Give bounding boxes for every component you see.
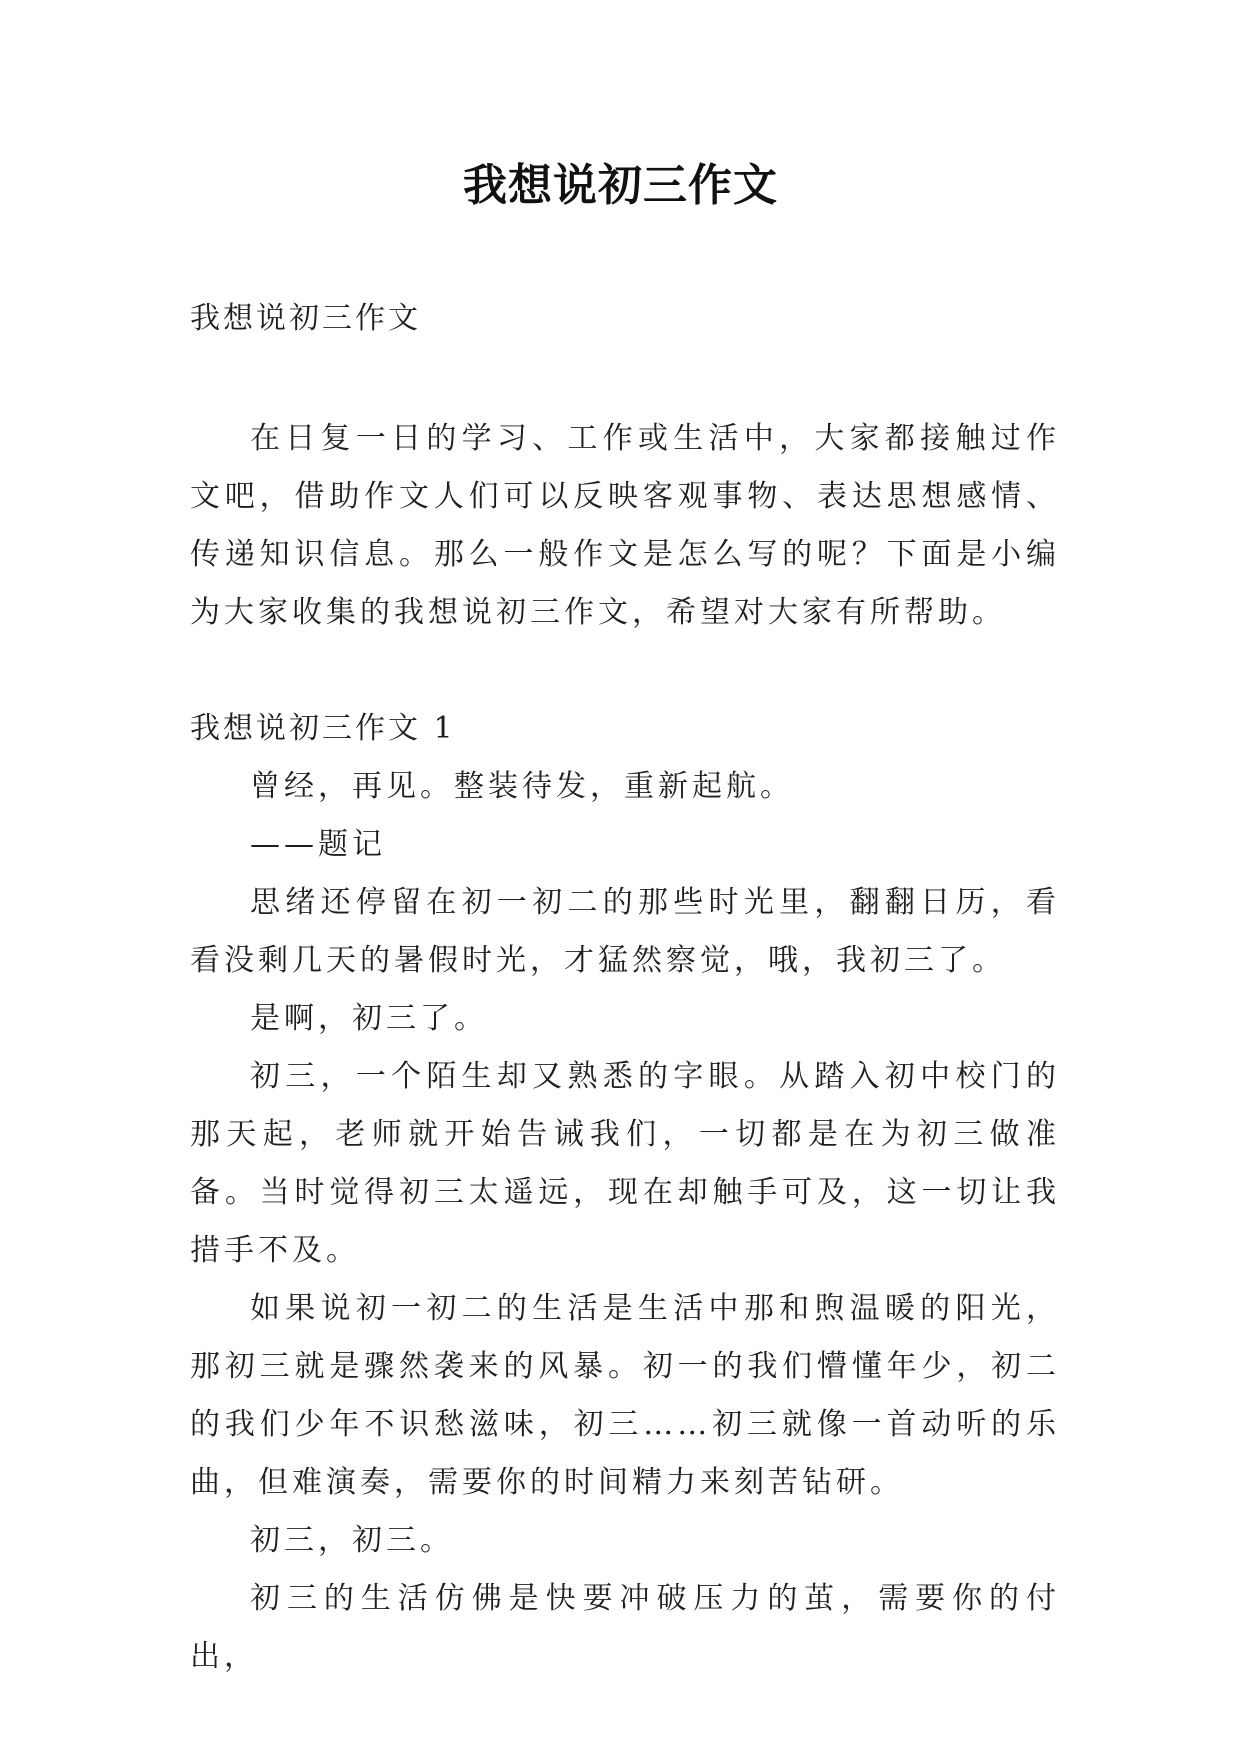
- spacer: [190, 348, 1060, 410]
- document-body: [190, 290, 1060, 1686]
- body-paragraph: 曾经，再见。整装待发，重新起航。: [250, 769, 794, 804]
- body-paragraph: 初三，初三。: [250, 1523, 454, 1558]
- body-paragraph: 初三的生活仿佛是快要冲破压力的茧，需要你的付出，: [190, 1581, 1060, 1674]
- body-paragraph: 初三，一个陌生却又熟悉的字眼。从踏入初中校门的那天起，老师就开始告诫我们，一切都是在为初三做准备。当时觉得初三太遥远，现在却触手可及，这一切让我措手不及。: [190, 1059, 1060, 1268]
- document-title: 我想说初三作文: [463, 160, 778, 211]
- body-paragraph: 是啊，初三了。: [250, 1001, 488, 1036]
- section-heading: 我想说初三作文 1: [190, 711, 456, 746]
- document-subtitle: 我想说初三作文: [190, 301, 421, 336]
- body-paragraph: 如果说初一初二的生活是生活中那和煦温暖的阳光，那初三就是骤然袭来的风暴。初一的我们懵懂年少，初二的我们少年不识愁滋味，初三……初三就像一首动听的乐曲，但难演奏，需要你的时间精力来刻苦钻研。: [190, 1291, 1060, 1500]
- body-paragraph: 思绪还停留在初一初二的那些时光里，翻翻日历，看看没剩几天的暑假时光，才猛然察觉，哦，我初三了。: [190, 885, 1060, 978]
- spacer: [190, 642, 1060, 700]
- epigraph-attribution: ——题记: [250, 827, 386, 862]
- intro-paragraph: 在日复一日的学习、工作或生活中，大家都接触过作文吧，借助作文人们可以反映客观事物、表达思想感情、传递知识信息。那么一般作文是怎么写的呢？下面是小编为大家收集的我想说初三作文，希望对大家有所帮助。: [190, 421, 1060, 630]
